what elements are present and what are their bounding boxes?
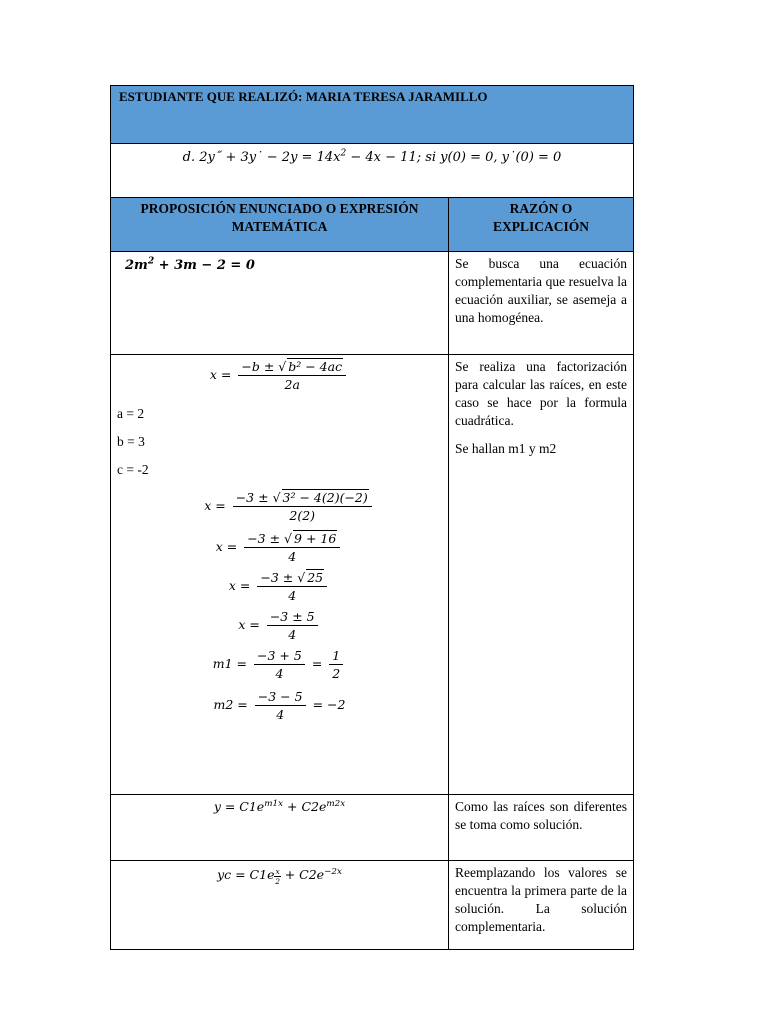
root-m1: m1 = $\frac{-3 + 5}{4}$ = $\frac{1}{2}$ [111, 648, 448, 681]
coefficient-c: c = -2 [117, 462, 149, 477]
explanation-text: Como las raíces son diferentes se toma como solución. [455, 799, 627, 832]
substitution-step-4: x = $\frac{-3 \pm 5}{4}$ [111, 609, 448, 642]
explanation-text: Se realiza una factorización para calcular las raíces, en este caso se hace por la formula cuadrática. [455, 359, 627, 428]
step-explanation [449, 252, 634, 355]
explanation-text-2: Se hallan m1 y m2 [455, 441, 557, 456]
column-header-left: PROPOSICIÓN ENUNCIADO O EXPRESIÓN MATEMÁTICA [111, 198, 449, 252]
step-expression [111, 861, 449, 950]
substitution-step-2: x = $\frac{-3 \pm √ 9 + 16}{4}$ [111, 531, 448, 564]
explanation-text: Se busca una ecuación complementaria que resuelva la ecuación auxiliar, se asemeja a una homogénea. [455, 256, 627, 325]
step-expression [111, 355, 449, 795]
student-row [111, 86, 634, 144]
problem-suffix: − 4x − 11; si y(0) = 0, y˙(0) = 0 [346, 150, 562, 165]
problem-equation [111, 144, 634, 198]
column-header-row [111, 198, 634, 252]
substitution-step-1: x = $\frac{\text{−3 ± √ 3² − 4(2)(−2)}}{2(2)}$ [111, 490, 448, 523]
coefficient-b: b = 3 [117, 434, 145, 449]
solution-table [110, 85, 634, 950]
step-row-general-solution [111, 795, 634, 861]
step-row-quadratic [111, 355, 634, 795]
coefficients [117, 400, 448, 484]
quadratic-formula: x = $\frac{\text{−b ± √ b² − 4ac}}{2a}$ [111, 359, 448, 392]
explanation-text: Reemplazando los valores se encuentra la primera parte de la solución. La solución complementaria. [455, 865, 627, 934]
student-header: ESTUDIANTE QUE REALIZÓ: MARIA TERESA JARAMILLO [111, 86, 634, 144]
step-expression [111, 252, 449, 355]
general-solution: $y = C1e^{m1x} + C2e^{m2x}$ [213, 798, 346, 814]
problem-prefix: d. 2y˝ + 3y˙ − 2y = 14x [182, 150, 341, 165]
step-explanation [449, 355, 634, 795]
step-expression [111, 795, 449, 861]
complementary-solution: yc = C1e $\frac{x}{2}$ + $C2e^{-2x}$ [217, 867, 342, 886]
substitution-step-3: x = $\frac{-3 \pm √ 25}{4}$ [111, 570, 448, 603]
column-header-right: RAZÓN O EXPLICACIÓN [449, 198, 634, 252]
problem-row [111, 144, 634, 198]
step-explanation [449, 795, 634, 861]
step-row-auxiliary [111, 252, 634, 355]
coefficient-a: a = 2 [117, 406, 145, 421]
root-m2: m2 = $\frac{-3 - 5}{4}$ = −2 [213, 689, 346, 722]
auxiliary-equation: $2m^2 + 3m - 2 = 0$ [125, 255, 255, 273]
step-row-complementary [111, 861, 634, 950]
step-explanation [449, 861, 634, 950]
problem-exponent: 2 [340, 148, 347, 159]
